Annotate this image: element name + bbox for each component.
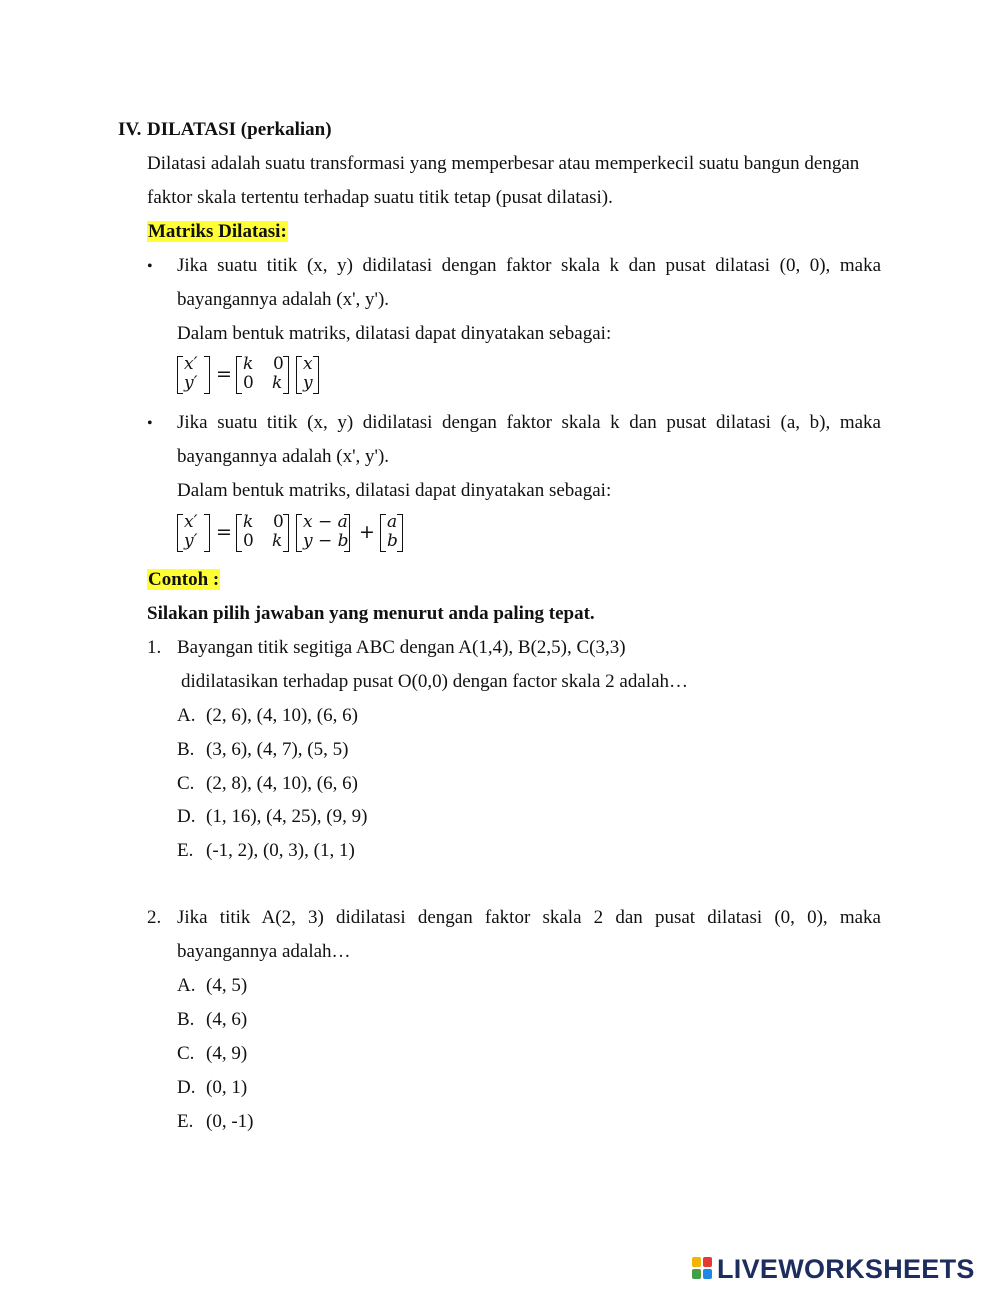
f2-off-b: b	[387, 531, 398, 551]
q2-option-e[interactable]: (0, -1)	[206, 1111, 254, 1132]
q2-option-a[interactable]: (4, 5)	[206, 975, 248, 996]
q2-option-a-letter[interactable]: A.	[177, 975, 196, 996]
f1-vec-x: x	[303, 354, 313, 374]
f2-m21: 0	[243, 531, 254, 551]
liveworksheets-logo[interactable]	[692, 1254, 975, 1284]
q1-option-b[interactable]: (3, 6), (4, 7), (5, 5)	[206, 739, 349, 760]
q1-option-c[interactable]: (2, 8), (4, 10), (6, 6)	[206, 773, 358, 794]
bullet-1-icon: •	[147, 258, 153, 275]
intro-line-2: faktor skala tertentu terhadap suatu titik tetap (pusat dilatasi).	[147, 187, 613, 208]
section-title: DILATASI (perkalian)	[147, 119, 332, 140]
q1-option-e-letter[interactable]: E.	[177, 840, 194, 861]
f2-vec-bottom: y − b	[303, 531, 349, 551]
bullet-1-line-2: bayangannya adalah (x', y').	[177, 289, 390, 310]
f2-plus: +	[359, 521, 375, 543]
q1-number: 1.	[147, 637, 162, 658]
formula-2	[175, 512, 415, 554]
f1-m21: 0	[243, 373, 254, 393]
bullet-1-line-3: Dalam bentuk matriks, dilatasi dapat dinyatakan sebagai:	[177, 323, 612, 344]
formula-1	[175, 354, 335, 396]
liveworksheets-icon	[692, 1257, 714, 1281]
bullet-2-icon: •	[147, 415, 153, 432]
q1-line-1: Bayangan titik segitiga ABC dengan A(1,4), B(2,5), C(3,3)	[177, 637, 626, 658]
f2-m12: 0	[273, 512, 284, 532]
q2-option-e-letter[interactable]: E.	[177, 1111, 194, 1132]
q1-line-2: didilatasikan terhadap pusat O(0,0) dengan factor skala 2 adalah…	[181, 671, 689, 692]
f1-equals: =	[216, 363, 232, 385]
f1-m12: 0	[273, 354, 284, 374]
bullet-2-line-2: bayangannya adalah (x', y').	[177, 446, 390, 467]
f2-m11: k	[243, 512, 254, 532]
f2-vec-top: x − a	[303, 512, 348, 532]
bullet-2-line-3: Dalam bentuk matriks, dilatasi dapat dinyatakan sebagai:	[177, 480, 612, 501]
instruction: Silakan pilih jawaban yang menurut anda paling tepat.	[147, 603, 595, 624]
f1-vec-y: y	[303, 373, 313, 393]
f1-m22: k	[272, 373, 283, 393]
f1-lhs-x: x′	[184, 354, 198, 374]
f2-lhs-y: y′	[184, 531, 198, 551]
logo-text: LIVEWORKSHEETS	[717, 1253, 975, 1284]
matriks-heading: Matriks Dilatasi:	[148, 221, 287, 242]
f1-lhs-y: y′	[184, 373, 198, 393]
q1-option-c-letter[interactable]: C.	[177, 773, 195, 794]
q2-number: 2.	[147, 907, 162, 928]
section-number: IV.	[118, 119, 142, 140]
q2-option-c[interactable]: (4, 9)	[206, 1043, 248, 1064]
bullet-1-line-1: Jika suatu titik (x, y) didilatasi dengan faktor skala k dan pusat dilatasi (0, 0), maka	[177, 255, 881, 276]
bullet-2-line-1: Jika suatu titik (x, y) didilatasi dengan faktor skala k dan pusat dilatasi (a, b), maka	[177, 412, 881, 433]
q2-option-d-letter[interactable]: D.	[177, 1077, 196, 1098]
q1-option-d-letter[interactable]: D.	[177, 806, 196, 827]
q1-option-e[interactable]: (-1, 2), (0, 3), (1, 1)	[206, 840, 355, 861]
q1-option-a-letter[interactable]: A.	[177, 705, 196, 726]
q2-option-b[interactable]: (4, 6)	[206, 1009, 248, 1030]
q1-option-d[interactable]: (1, 16), (4, 25), (9, 9)	[206, 806, 368, 827]
f2-off-a: a	[387, 512, 398, 532]
f2-equals: =	[216, 521, 232, 543]
q1-option-a[interactable]: (2, 6), (4, 10), (6, 6)	[206, 705, 358, 726]
f2-lhs-x: x′	[184, 512, 198, 532]
q2-option-d[interactable]: (0, 1)	[206, 1077, 248, 1098]
q1-option-b-letter[interactable]: B.	[177, 739, 195, 760]
q2-option-b-letter[interactable]: B.	[177, 1009, 195, 1030]
q2-option-c-letter[interactable]: C.	[177, 1043, 195, 1064]
f1-m11: k	[243, 354, 254, 374]
q2-line-1: Jika titik A(2, 3) didilatasi dengan faktor skala 2 dan pusat dilatasi (0, 0), maka	[177, 907, 881, 928]
f2-m22: k	[272, 531, 283, 551]
q2-line-2: bayangannya adalah…	[177, 941, 351, 962]
contoh-heading: Contoh :	[148, 569, 220, 590]
intro-line-1: Dilatasi adalah suatu transformasi yang memperbesar atau memperkecil suatu bangun dengan	[147, 153, 860, 174]
